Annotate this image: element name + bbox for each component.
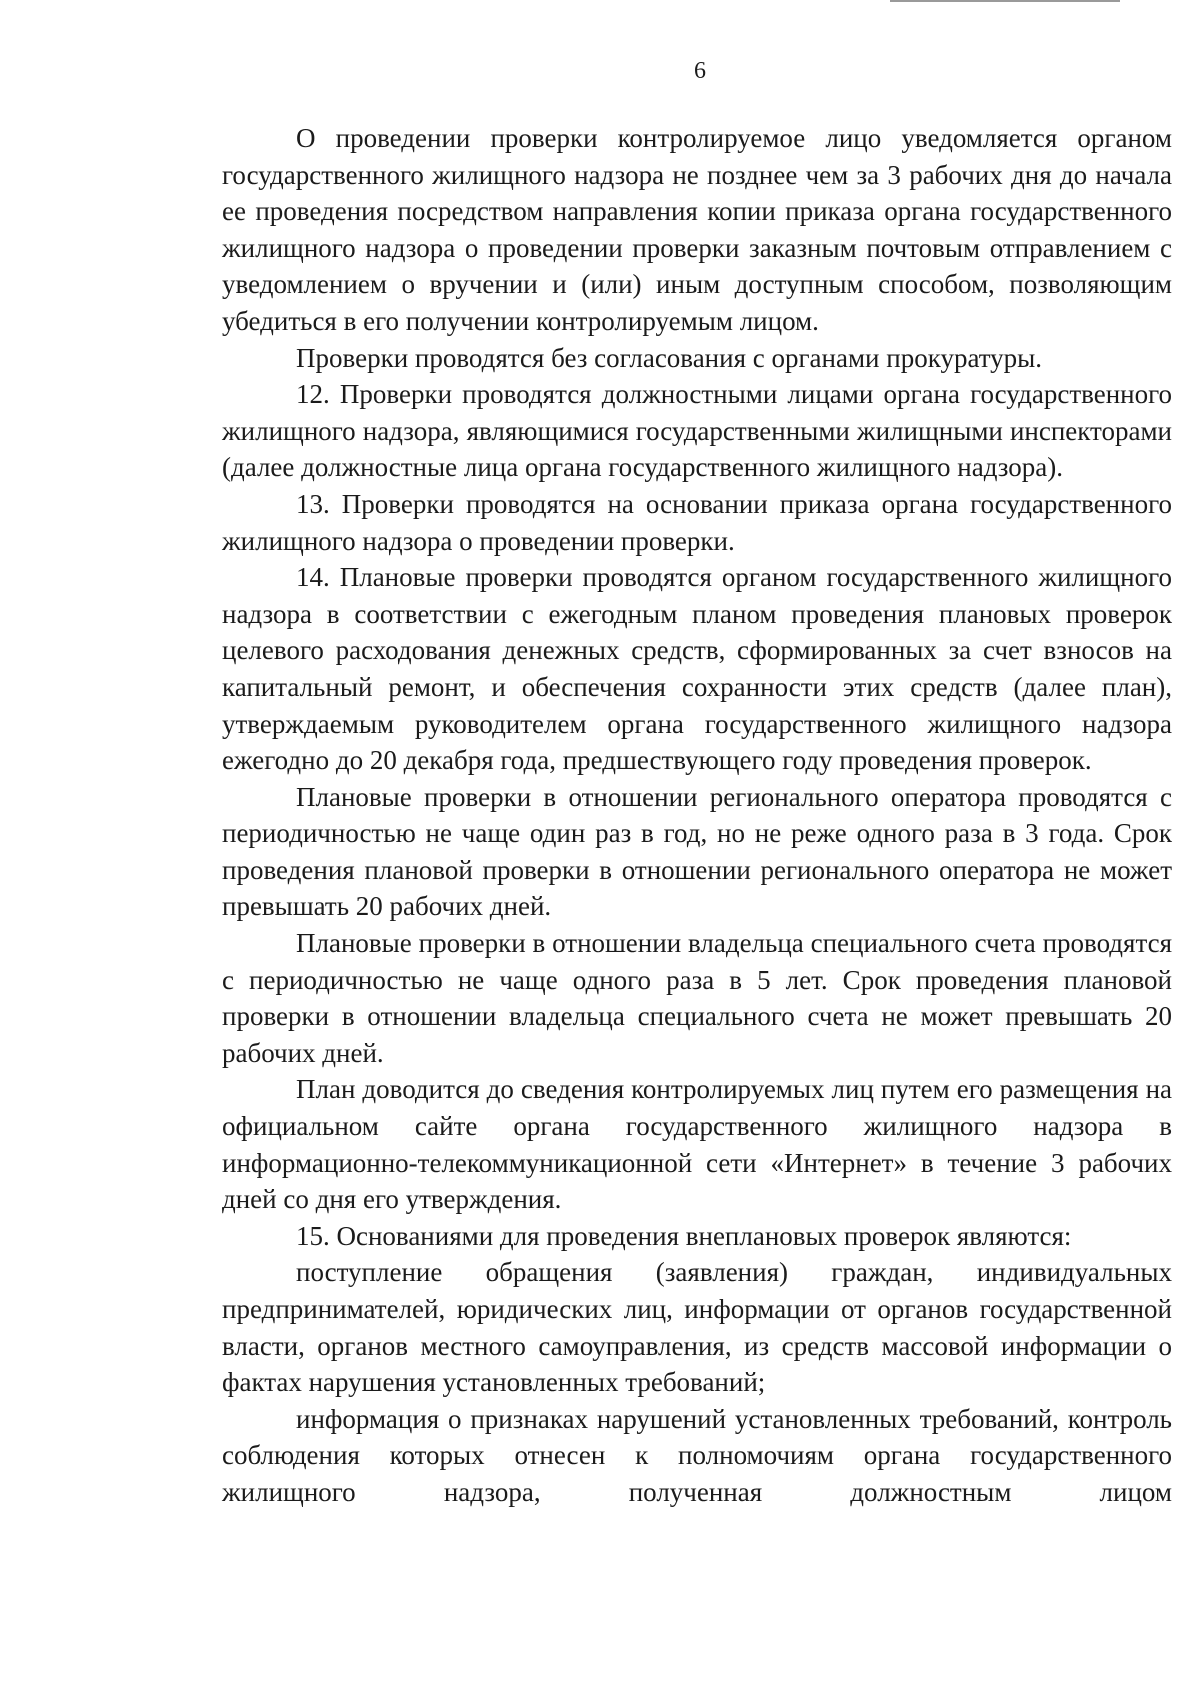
paragraph-no-prosecutor-approval: Проверки проводятся без согласования с органами прокуратуры. — [296, 342, 1043, 373]
paragraph-item-15: 15. Основаниями для проведения внеплановых проверок являются: — [296, 1220, 1072, 1251]
paragraph-special-account: Плановые проверки в отношении владельца специального счета проводятся с периодичностью не чаще одного раза в 5 лет. Срок проведения плановой проверки в отношении владельца специального счета не может превышать 20 рабочих дней. — [222, 928, 1172, 1068]
document-body — [222, 120, 1172, 1511]
paragraph-regional-operator: Плановые проверки в отношении регионального оператора проводятся с периодичностью не чаще один раз в год, но не реже одного раза в 3 года. Срок проведения плановой проверки в отношении регионального оператора не может превышать 20 рабочих дней. — [222, 781, 1172, 922]
paragraph-item-13: 13. Проверки проводятся на основании приказа органа государственного жилищного надзора о проведении проверки. — [222, 488, 1172, 556]
paragraph-item-14: 14. Плановые проверки проводятся органом государственного жилищного надзора в соответствии с ежегодным планом проведения плановых проверок целевого расходования денежных средств, сформированных за счет взносов на капитальный ремонт, и обеспечения сохранности этих средств (далее план), утверждаемым руководителем органа государственного жилищного надзора ежегодно до 20 декабря года, предшествующего году проведения проверок. — [222, 562, 1172, 776]
top-edge-rule — [890, 0, 1120, 2]
paragraph-grounds-appeals: поступление обращения (заявления) граждан, индивидуальных предпринимателей, юридических лиц, информации от органов государственной власти, органов местного самоуправления, из средств массовой информации о фактах нарушения установленных требований; — [222, 1257, 1172, 1398]
paragraph-inspection-notice: О проведении проверки контролируемое лицо уведомляется органом государственного жилищного надзора не позднее чем за 3 рабочих дня до начала ее проведения посредством направления копии приказа органа государственного жилищного надзора о проведении проверки заказным почтовым отправлением с уведомлением о вручении и (или) иным доступным способом, позволяющим убедиться в его получении контролируемым лицом. — [222, 123, 1172, 336]
paragraph-item-12: 12. Проверки проводятся должностными лицами органа государственного жилищного надзора, являющимися государственными жилищными инспекторами (далее должностные лица органа государственного жилищного надзора). — [222, 379, 1172, 483]
page-number: 6 — [694, 58, 706, 84]
paragraph-plan-publication: План доводится до сведения контролируемых лиц путем его размещения на официальном сайте органа государственного жилищного надзора в информационно-телекоммуникационной сети «Интернет» в течение 3 рабочих дней со дня его утверждения. — [222, 1074, 1172, 1215]
paragraph-grounds-information: информация о признаках нарушений установленных требований, контроль соблюдения которых отнесен к полномочиям органа государственного жилищного надзора, полученная должностным лицом — [222, 1403, 1172, 1507]
